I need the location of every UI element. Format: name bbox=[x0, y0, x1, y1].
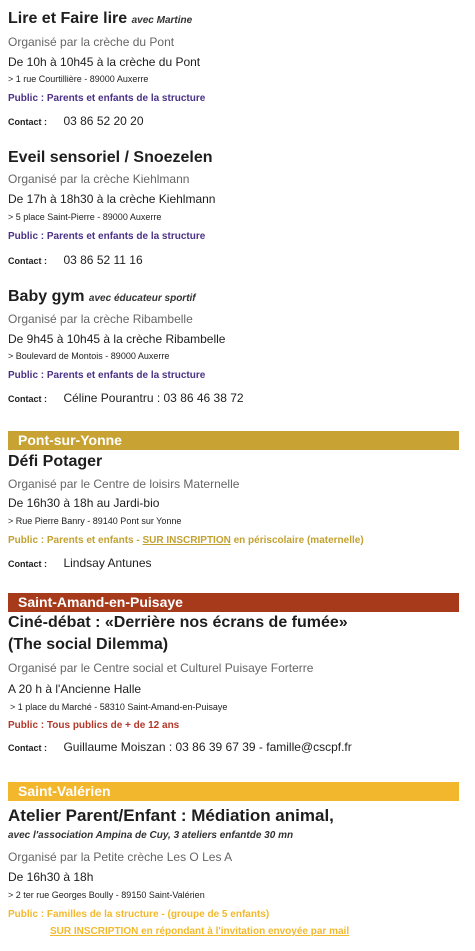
event-organizer: Organisé par la crèche du Pont bbox=[8, 35, 175, 49]
inscription-link[interactable]: SUR INSCRIPTION bbox=[142, 535, 231, 546]
event-public: Public : Parents et enfants de la structure bbox=[8, 231, 206, 242]
section-banner-pont-sur-yonne: Pont-sur-Yonne bbox=[8, 431, 459, 450]
event-title-line1: Ciné-débat : «Derrière nos écrans de fumée» bbox=[8, 614, 348, 631]
event-title: Lire et Faire lire bbox=[8, 10, 128, 27]
event-time: A 20 h à l'Ancienne Halle bbox=[8, 682, 142, 696]
event-time: De 16h30 à 18h bbox=[8, 870, 94, 884]
section-banner-saint-valerien: Saint-Valérien bbox=[8, 782, 459, 801]
event-time: De 16h30 à 18h au Jardi-bio bbox=[8, 496, 160, 510]
public-text-end: en périscolaire (maternelle) bbox=[230, 535, 364, 546]
event-organizer: Organisé par la Petite crèche Les O Les A bbox=[8, 850, 233, 864]
event-time: De 9h45 à 10h45 à la crèche Ribambelle bbox=[8, 332, 226, 346]
contact-value: 03 86 52 11 16 bbox=[63, 253, 143, 267]
event-organizer: Organisé par la crèche Kiehlmann bbox=[8, 172, 190, 186]
event-public: Public : Parents et enfants de la structure bbox=[8, 370, 206, 381]
event-public bbox=[8, 535, 364, 546]
event-baby-gym bbox=[8, 288, 196, 306]
event-public: Public : Familles de la structure - (groupe de 5 enfants) bbox=[8, 909, 270, 920]
event-subtitle: avec éducateur sportif bbox=[88, 293, 196, 304]
event-address: > 1 place du Marché - 58310 Saint-Amand-en-Puisaye bbox=[10, 702, 228, 712]
contact-value: Lindsay Antunes bbox=[63, 556, 152, 570]
event-contact bbox=[8, 112, 144, 130]
public-text: Public : Parents et enfants - bbox=[8, 535, 143, 546]
event-subtitle: avec l'association Ampina de Cuy, 3 ateliers enfantde 30 mn bbox=[8, 830, 294, 841]
contact-label: Contact : bbox=[8, 256, 47, 266]
event-subtitle: avec Martine bbox=[131, 15, 193, 26]
event-public: Public : Tous publics de + de 12 ans bbox=[8, 720, 180, 731]
contact-label: Contact : bbox=[8, 743, 47, 753]
event-time: De 17h à 18h30 à la crèche Kiehlmann bbox=[8, 192, 216, 206]
event-contact bbox=[8, 554, 152, 572]
inscription-link[interactable]: SUR INSCRIPTION en répondant à l'invitation envoyée par mail bbox=[50, 926, 350, 937]
event-contact bbox=[8, 738, 352, 756]
contact-value: Guillaume Moiszan : 03 86 39 67 39 - famille@cscpf.fr bbox=[63, 740, 352, 754]
event-contact bbox=[8, 251, 143, 269]
event-title: Défi Potager bbox=[8, 453, 103, 470]
event-title: Atelier Parent/Enfant : Médiation animal, bbox=[8, 806, 334, 825]
event-public: Public : Parents et enfants de la structure bbox=[8, 93, 206, 104]
contact-label: Contact : bbox=[8, 394, 47, 404]
event-address: > 1 rue Courtillière - 89000 Auxerre bbox=[8, 74, 149, 84]
event-title-line2: (The social Dilemma) bbox=[8, 636, 169, 653]
event-title: Eveil sensoriel / Snoezelen bbox=[8, 149, 213, 166]
event-organizer: Organisé par le Centre de loisirs Maternelle bbox=[8, 477, 240, 491]
event-address: > 5 place Saint-Pierre - 89000 Auxerre bbox=[8, 212, 162, 222]
event-address: > Boulevard de Montois - 89000 Auxerre bbox=[8, 351, 170, 361]
contact-label: Contact : bbox=[8, 117, 47, 127]
event-organizer: Organisé par le Centre social et Culturel Puisaye Forterre bbox=[8, 661, 314, 675]
contact-value: Céline Pourantru : 03 86 46 38 72 bbox=[63, 391, 244, 405]
event-title: Baby gym bbox=[8, 288, 85, 305]
event-contact bbox=[8, 389, 244, 407]
contact-value: 03 86 52 20 20 bbox=[63, 114, 144, 128]
event-time: De 10h à 10h45 à la crèche du Pont bbox=[8, 55, 201, 69]
section-banner-saint-amand: Saint-Amand-en-Puisaye bbox=[8, 593, 459, 612]
event-address: > 2 ter rue Georges Boully - 89150 Saint-Valérien bbox=[8, 890, 205, 900]
event-address: > Rue Pierre Banry - 89140 Pont sur Yonne bbox=[8, 516, 182, 526]
event-organizer: Organisé par la crèche Ribambelle bbox=[8, 312, 193, 326]
event-lire-et-faire-lire bbox=[8, 10, 192, 28]
contact-label: Contact : bbox=[8, 559, 47, 569]
